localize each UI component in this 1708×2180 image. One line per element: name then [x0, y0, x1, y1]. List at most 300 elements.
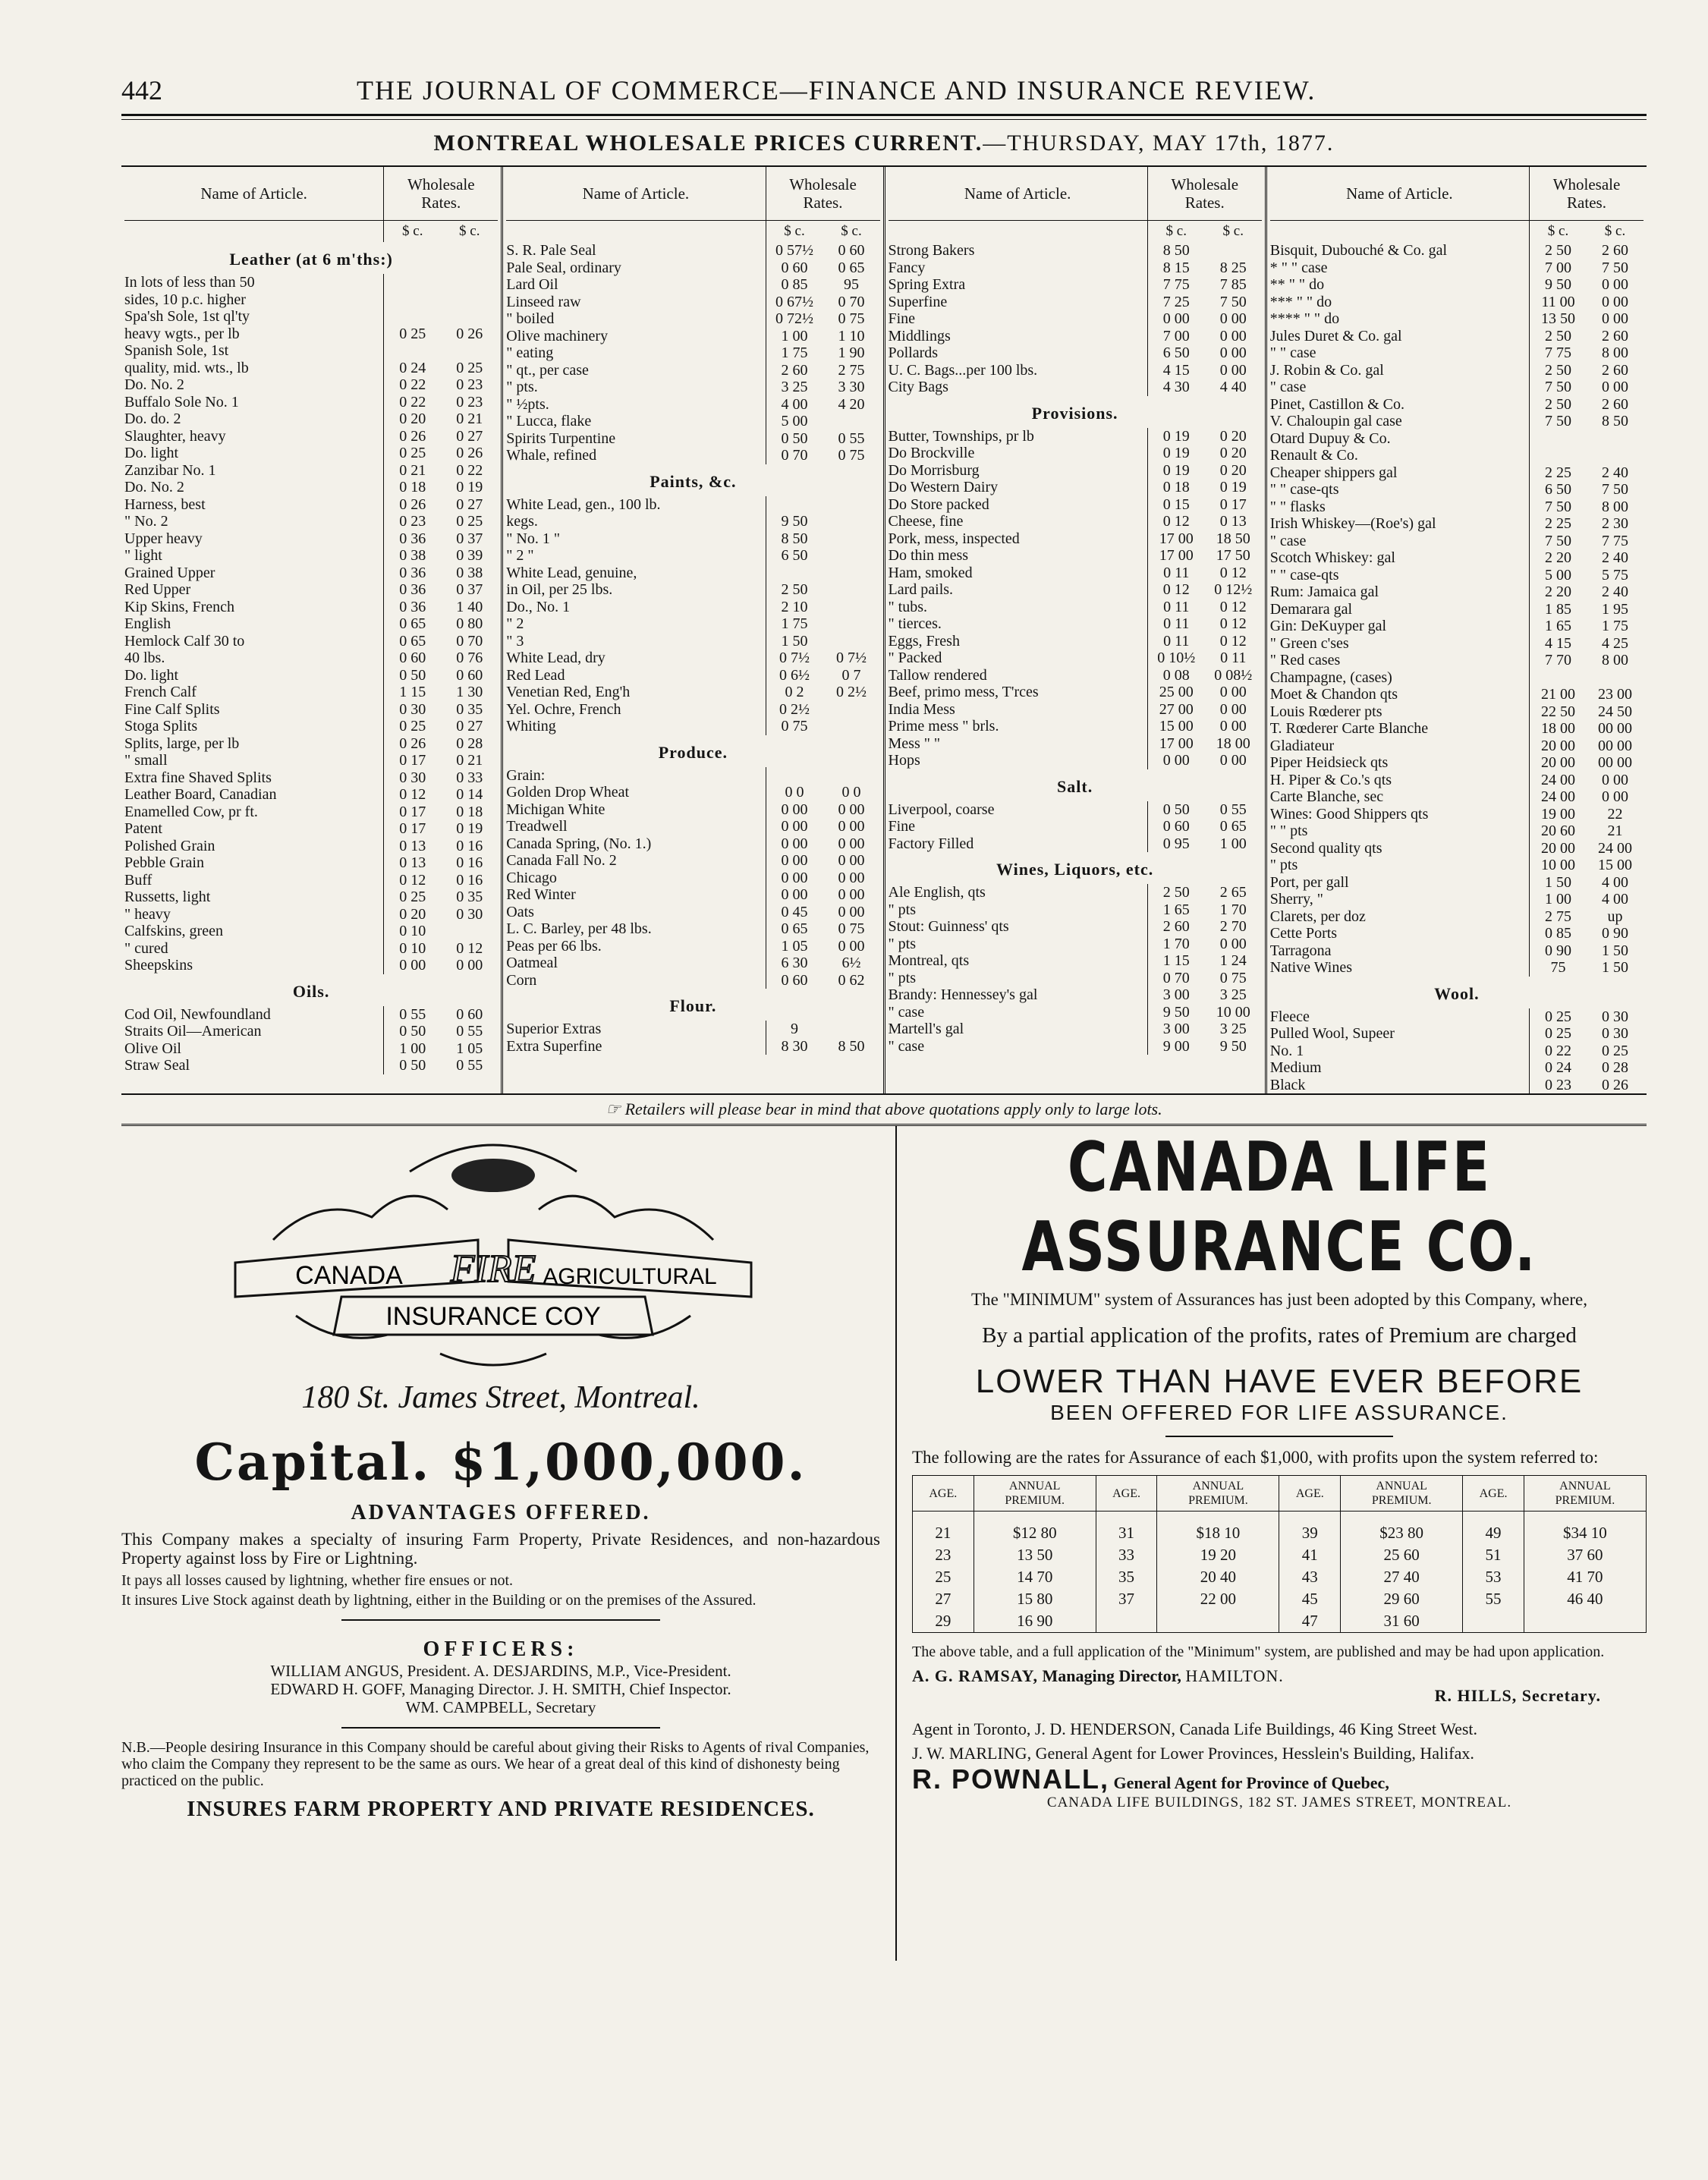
article-name: Do., No. 1: [506, 598, 571, 615]
article-name: " No. 1 ": [506, 530, 561, 547]
rate-high: 2 60: [1602, 361, 1628, 379]
rate-high: 1 75: [1602, 618, 1628, 634]
price-row: [1270, 481, 1644, 499]
rate-high: 7 85: [1219, 276, 1247, 293]
rate-low: 0 67½: [775, 293, 813, 310]
rate-low: 3 25: [781, 379, 808, 395]
article-name: " " case: [1269, 344, 1316, 361]
article-name: Cod Oil, Newfoundland: [124, 1005, 271, 1023]
advantages-heading: ADVANTAGES OFFERED.: [351, 1501, 651, 1524]
canada-life-ad: [897, 1126, 1647, 1961]
price-row: [124, 615, 498, 633]
rate-low: 2 50: [1162, 884, 1190, 901]
article-name: J. Robin & Co. gal: [1269, 361, 1384, 379]
age-cell: 39: [1279, 1512, 1341, 1545]
rate-low: 2 50: [1545, 395, 1571, 413]
price-row: [124, 735, 498, 753]
rate-low: 0 25: [399, 445, 426, 461]
rate-high: 0 55: [1219, 801, 1247, 818]
article-name: " case: [888, 1037, 925, 1055]
rate-low: 0 22: [1545, 1042, 1571, 1059]
price-row: [889, 328, 1262, 345]
article-name: Moet & Chandon qts: [1269, 686, 1398, 703]
rate-low: 5 00: [1545, 566, 1571, 584]
rate-low: 0 26: [399, 495, 426, 513]
article-name: Clarets, per doz: [1269, 908, 1366, 925]
rate-low: 19 00: [1541, 805, 1575, 823]
rate-low: 7 50: [1545, 498, 1571, 515]
price-row: [889, 986, 1262, 1004]
price-row: [889, 884, 1262, 901]
rate-high: 1 50: [1602, 942, 1628, 959]
price-row: [506, 565, 879, 582]
rate-high: 0 75: [838, 447, 865, 464]
rate-low: [384, 342, 441, 360]
article-name: Polished Grain: [124, 837, 215, 854]
rate-low: 0 24: [399, 359, 426, 376]
article-name: Tallow rendered: [888, 666, 987, 684]
article-name: Black: [1269, 1076, 1306, 1093]
premium-cell: $34 10: [1524, 1512, 1646, 1545]
price-row: [1270, 362, 1644, 379]
rate-high: 0 30: [456, 905, 483, 923]
article-name: Superfine: [888, 293, 948, 310]
age-cell: 35: [1096, 1566, 1157, 1588]
article-name: Russetts, light: [124, 889, 211, 905]
article-name: " " flasks: [1269, 498, 1326, 515]
rate-high: [1205, 242, 1262, 260]
rate-low: 1 50: [781, 632, 808, 650]
article-name: * " " case: [1269, 259, 1328, 276]
rate-high: 1 90: [838, 344, 865, 361]
rate-low: 2 10: [781, 598, 808, 615]
rate-low: 3 00: [1162, 986, 1190, 1003]
journal-title: THE JOURNAL OF COMMERCE—FINANCE AND INSURANCE REVIEW.: [357, 75, 1316, 105]
rate-high: 0 14: [456, 786, 483, 803]
price-row: [506, 938, 879, 955]
rate-high: 0 65: [1219, 818, 1247, 835]
price-row: [124, 462, 498, 480]
article-name: Eggs, Fresh: [888, 632, 960, 650]
table-row: [913, 1610, 1647, 1633]
premium-cell: $18 10: [1157, 1512, 1279, 1545]
price-row: [1270, 720, 1644, 738]
article-name: Do thin mess: [888, 547, 969, 564]
rate-high: [823, 599, 880, 616]
article-name: " case: [1269, 532, 1307, 549]
article-name: Beef, primo mess, T'rces: [888, 684, 1039, 700]
age-header: AGE.: [913, 1476, 974, 1512]
rate-low: 7 00: [1545, 259, 1571, 276]
rate-high: 4 20: [838, 395, 865, 413]
rate-high: 0 60: [456, 1005, 483, 1023]
article-name: Michigan White: [506, 801, 606, 818]
article-name: Hops: [888, 752, 920, 769]
rate-high: 0 37: [456, 581, 483, 598]
rate-high: 0 55: [456, 1023, 483, 1040]
article-name: Harness, best: [124, 495, 206, 513]
insures-banner: INSURES FARM PROPERTY AND PRIVATE RESIDENCES.: [187, 1797, 815, 1821]
article-name: Ham, smoked: [888, 564, 973, 581]
divider: [341, 1619, 660, 1621]
rate-high: 0 26: [456, 445, 483, 461]
price-row: [1270, 379, 1644, 396]
rate-high: up: [1607, 908, 1623, 925]
rate-high: 0 19: [456, 820, 483, 837]
rate-low: 7 50: [1545, 532, 1571, 549]
price-row: [124, 906, 498, 923]
article-name: City Bags: [888, 379, 948, 395]
rate-low: 0 7½: [779, 650, 810, 666]
premium-cell: 22 00: [1157, 1588, 1279, 1610]
header-rule: [121, 114, 1647, 120]
rate-high: 0 26: [456, 325, 483, 342]
rate-low: 0 24: [1545, 1059, 1571, 1076]
article-name: " pts.: [506, 379, 538, 395]
article-name: Patent: [124, 820, 162, 837]
price-row: [124, 428, 498, 445]
article-name: Treadwell: [506, 818, 568, 835]
rate-low: 75: [1550, 959, 1566, 976]
article-name: Spirits Turpentine: [506, 429, 616, 447]
rate-high: 1 50: [1602, 959, 1628, 976]
article-name: " " pts: [1269, 823, 1308, 839]
company-address: 180 St. James Street, Montreal.: [301, 1380, 700, 1415]
price-row: [889, 599, 1262, 616]
article-name: S. R. Pale Seal: [506, 242, 596, 259]
article-name: Pebble Grain: [124, 854, 204, 871]
article-name: Oatmeal: [506, 955, 558, 971]
rate-low: 1 15: [399, 684, 426, 700]
rate-low: 0 85: [781, 276, 808, 293]
rate-high: 0 00: [1219, 718, 1247, 735]
article-name: Irish Whiskey—(Roe's) gal: [1269, 515, 1436, 532]
price-row: [506, 684, 879, 701]
rate-high: 0 00: [838, 886, 865, 903]
price-row: [1270, 738, 1644, 755]
age-cell: 47: [1279, 1610, 1341, 1633]
rate-high: 0 20: [1219, 427, 1247, 445]
rate-low: [1530, 669, 1587, 687]
beaver-emblem: [121, 1126, 865, 1369]
rate-high: 0 00: [1602, 788, 1628, 805]
rate-low: [384, 274, 441, 291]
rate-low: 0 00: [1162, 310, 1190, 327]
rate-header: Wholesale Rates.: [1529, 167, 1644, 220]
article-name: Scotch Whiskey: gal: [1269, 549, 1395, 566]
article-name: Bisquit, Dubouché & Co. gal: [1269, 242, 1448, 259]
price-row: [506, 396, 879, 414]
rate-low: 6 50: [781, 547, 808, 564]
rate-low: 1 70: [1162, 935, 1190, 952]
premium-cell: 19 20: [1157, 1544, 1279, 1566]
rate-high: [823, 767, 880, 785]
rates-intro: The following are the rates for Assurance of each $1,000, with profits upon the system referred to:: [912, 1448, 1599, 1467]
rate-high: 0 35: [456, 889, 483, 905]
been-offered: BEEN OFFERED FOR LIFE ASSURANCE.: [1050, 1401, 1508, 1424]
price-row: [1270, 515, 1644, 533]
rate-high: 0 23: [456, 393, 483, 411]
unit-row: $ c. $ c.: [1270, 221, 1644, 242]
rate-low: 0 70: [781, 447, 808, 464]
rate-low: 2 25: [1545, 464, 1571, 481]
rate-low: 0 25: [1545, 1025, 1571, 1042]
rate-low: 17 00: [1159, 547, 1194, 564]
rate-high: [823, 581, 880, 599]
section-heading: Provisions.: [1031, 403, 1118, 423]
rate-low: 0 00: [1162, 752, 1190, 769]
article-name: H. Piper & Co.'s qts: [1269, 771, 1392, 788]
price-row: [124, 394, 498, 411]
article-name: Extra Superfine: [506, 1037, 602, 1055]
rate-low: 2 50: [781, 581, 808, 598]
section-heading: Oils.: [292, 981, 330, 1001]
rate-high: 0 16: [456, 854, 483, 871]
rate-high: 8 00: [1602, 344, 1628, 361]
price-row: [506, 718, 879, 735]
rate-low: 0 65: [399, 615, 426, 632]
price-row: [889, 547, 1262, 565]
rate-low: 22 50: [1541, 703, 1575, 720]
article-name: Butter, Townships, pr lb: [888, 427, 1034, 445]
rate-low: 0 17: [399, 820, 426, 837]
advantages-paragraph: This Company makes a specialty of insuring Farm Property, Private Residences, and non-hazardous Property against loss by Fire or Lightning.: [121, 1530, 880, 1568]
rate-high: 24 00: [1598, 839, 1632, 857]
price-row: [506, 650, 879, 667]
price-row: [124, 1040, 498, 1058]
article-name: Pork, mess, inspected: [888, 530, 1020, 547]
price-row: [124, 274, 498, 291]
article-name: Carte Blanche, sec: [1269, 788, 1384, 805]
rate-high: 0 00: [838, 937, 865, 955]
article-name: Do Morrisburg: [888, 461, 980, 479]
rate-high: 0 22: [456, 461, 483, 479]
pownall-line: R. POWNALL, General Agent for Province of Quebec,: [912, 1763, 1389, 1795]
rate-high: 18 50: [1216, 530, 1250, 547]
price-row: [124, 376, 498, 394]
rate-low: 0 6½: [779, 666, 810, 684]
rate-high: 1 30: [456, 684, 483, 700]
section-heading: Salt.: [1057, 776, 1093, 796]
premium-cell: 13 50: [974, 1544, 1096, 1566]
rate-high: 0 65: [838, 259, 865, 276]
article-name: " case: [888, 1003, 925, 1021]
price-row: [506, 530, 879, 548]
price-row: [1270, 549, 1644, 567]
premium-cell: [1524, 1610, 1646, 1633]
rate-low: 6 50: [1162, 344, 1190, 361]
company-capital: Capital. $1,000,000.: [194, 1433, 807, 1492]
rate-low: 0 60: [781, 259, 808, 276]
price-row: [1270, 294, 1644, 311]
rate-low: 8 30: [781, 1037, 808, 1055]
beaver-icon: [451, 1159, 535, 1192]
rate-low: [384, 308, 441, 326]
price-row: [1270, 499, 1644, 516]
rate-low: 0 23: [399, 513, 426, 530]
age-cell: 43: [1279, 1566, 1341, 1588]
rate-high: 2 30: [1602, 515, 1628, 532]
rate-high: 2 70: [1219, 918, 1247, 935]
price-row: [506, 513, 879, 530]
rate-high: 0 55: [838, 429, 865, 447]
price-row: [1270, 328, 1644, 345]
article-name: " pts: [888, 901, 917, 918]
article-name: Kip Skins, French: [124, 598, 234, 615]
premium-cell: 15 80: [974, 1588, 1096, 1610]
rate-low: 0 26: [399, 427, 426, 445]
rate-low: 21 00: [1541, 686, 1575, 703]
price-row: [1270, 584, 1644, 601]
rate-low: 6 50: [1545, 481, 1571, 498]
rate-high: 9 50: [1219, 1037, 1247, 1055]
rate-high: 0 55: [456, 1057, 483, 1074]
article-name: White Lead, dry: [506, 650, 606, 666]
article-name: Stout: Guinness' qts: [888, 918, 1009, 935]
rate-low: 13 50: [1541, 310, 1575, 327]
rate-low: 0 25: [399, 889, 426, 905]
price-row: [889, 718, 1262, 735]
rate-high: [823, 547, 880, 565]
rate-low: 0 20: [399, 411, 426, 427]
article-name: U. C. Bags...per 100 lbs.: [888, 361, 1038, 379]
article-name: Enamelled Cow, pr ft.: [124, 803, 258, 820]
price-row: [1270, 396, 1644, 414]
rate-high: [1587, 669, 1644, 687]
rate-low: 0 95: [1162, 835, 1190, 852]
rate-high: 00 00: [1598, 754, 1632, 771]
price-row: [506, 430, 879, 448]
rate-low: 20 00: [1541, 839, 1575, 857]
article-name: Fancy: [888, 259, 926, 276]
price-row: [889, 901, 1262, 919]
price-row: [889, 918, 1262, 936]
price-row: [889, 428, 1262, 445]
rate-high: 3 30: [838, 379, 865, 395]
price-row: [889, 513, 1262, 530]
rate-low: 0 60: [1162, 818, 1190, 835]
rate-high: 3 25: [1219, 986, 1247, 1003]
article-name: Second quality qts: [1269, 839, 1382, 857]
rate-low: 20 60: [1541, 823, 1575, 839]
price-row: [889, 1021, 1262, 1038]
officer-line: EDWARD H. GOFF, Managing Director. J. H. SMITH, Chief Inspector.: [270, 1680, 731, 1698]
price-row: [1270, 652, 1644, 669]
age-cell: 33: [1096, 1544, 1157, 1566]
price-row: [889, 650, 1262, 667]
price-row: [124, 804, 498, 821]
price-column: [885, 167, 1267, 1093]
article-name: White Lead, genuine,: [506, 564, 637, 581]
article-name: Splits, large, per lb: [124, 735, 240, 752]
article-name: " boiled: [506, 310, 555, 327]
price-row: [1270, 242, 1644, 260]
age-cell: 27: [913, 1588, 974, 1610]
rate-low: 11 00: [1541, 293, 1575, 310]
article-name: Gin: DeKuyper gal: [1269, 618, 1387, 634]
name-header: Name of Article.: [1346, 184, 1453, 203]
rate-low: 7 50: [1545, 413, 1571, 429]
article-name: " " case-qts: [1269, 481, 1339, 498]
rate-low: [766, 565, 823, 582]
rate-low: 0 72½: [775, 310, 813, 327]
section-heading: Paints, &c.: [650, 471, 737, 491]
rate-low: 2 75: [1545, 908, 1571, 925]
age-header: AGE.: [1096, 1476, 1157, 1512]
article-name: *** " " do: [1269, 293, 1332, 310]
price-row: [1270, 840, 1644, 857]
article-name: sides, 10 p.c. higher: [124, 291, 246, 308]
price-column: [121, 167, 503, 1093]
partial-application: By a partial application of the profits, rates of Premium are charged: [982, 1323, 1577, 1348]
article-name: " Packed: [888, 650, 942, 666]
age-cell: 49: [1463, 1512, 1524, 1545]
article-name: Yel. Ochre, French: [506, 700, 621, 718]
emblem-word-bottom: INSURANCE COY: [385, 1302, 601, 1331]
rate-high: 0 30: [1602, 1008, 1628, 1025]
rate-low: [766, 767, 823, 785]
article-name: " tierces.: [888, 615, 942, 632]
article-name: " Green c'ses: [1269, 634, 1349, 652]
rate-low: 0 20: [399, 905, 426, 923]
rate-low: 4 15: [1545, 634, 1571, 652]
rate-low: 1 00: [781, 327, 808, 344]
rate-low: 0 2: [785, 684, 804, 700]
rate-high: 0 00: [1602, 771, 1628, 788]
rate-low: 9 50: [1545, 276, 1571, 293]
rate-low: 0 50: [399, 666, 426, 684]
price-row: [889, 701, 1262, 719]
article-name: No. 1: [1269, 1042, 1304, 1059]
rate-low: 0 75: [781, 718, 808, 735]
officers-heading: OFFICERS:: [423, 1637, 579, 1661]
age-cell: [1096, 1610, 1157, 1633]
article-name: 40 lbs.: [124, 650, 165, 666]
rate-low: [1530, 447, 1587, 464]
rate-low: 0 22: [399, 376, 426, 393]
rate-high: 5 75: [1602, 566, 1628, 584]
rate-high: 0 00: [1219, 310, 1247, 327]
rate-low: 0 60: [399, 650, 426, 666]
rate-high: 00 00: [1598, 737, 1632, 754]
price-row: [506, 818, 879, 835]
rate-high: 1 05: [456, 1040, 483, 1057]
price-row: [506, 310, 879, 328]
rate-high: 95: [844, 276, 859, 293]
article-name: Otard Dupuy & Co.: [1269, 429, 1391, 447]
rate-high: 7 50: [1602, 481, 1628, 498]
price-row: [889, 818, 1262, 835]
rate-high: 0 25: [1602, 1042, 1628, 1059]
article-name: quality, mid. wts., lb: [124, 359, 249, 376]
article-name: Cheese, fine: [888, 513, 964, 530]
rate-high: 0 00: [1602, 310, 1628, 327]
price-row: [506, 784, 879, 801]
rate-high: 0 00: [838, 801, 865, 818]
article-name: ** " " do: [1269, 276, 1325, 293]
lightning-note: It pays all losses caused by lightning, whether fire ensues or not.: [121, 1572, 513, 1589]
article-name: " 2: [506, 615, 524, 632]
rate-high: 0 12: [1219, 615, 1247, 632]
age-cell: 29: [913, 1610, 974, 1633]
article-name: Port, per gall: [1269, 873, 1349, 891]
article-name: Gladiateur: [1269, 737, 1335, 754]
article-name: " pts: [888, 969, 917, 986]
age-cell: 41: [1279, 1544, 1341, 1566]
rate-high: 00 00: [1598, 720, 1632, 737]
age-cell: 25: [913, 1566, 974, 1588]
rate-low: 0 11: [1163, 615, 1190, 632]
